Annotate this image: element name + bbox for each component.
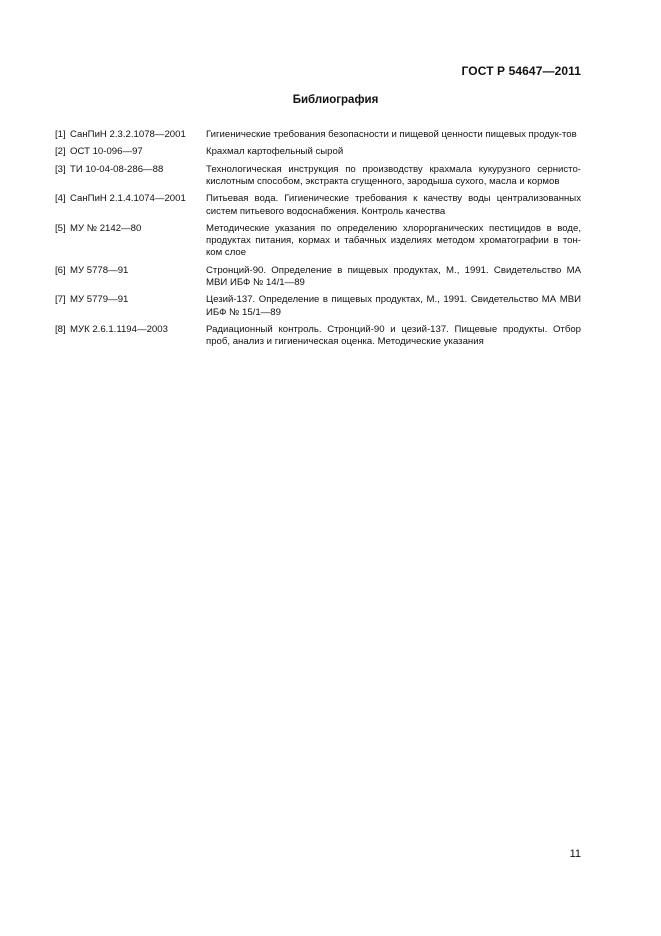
bibliography-list xyxy=(55,129,581,354)
entry-number: [6] xyxy=(55,264,66,276)
entry-number: [3] xyxy=(55,163,66,175)
entry-description: Крахмал картофельный сырой xyxy=(206,146,344,158)
entry-number: [7] xyxy=(55,294,66,306)
bibliography-entry xyxy=(55,164,581,188)
bibliography-entry xyxy=(55,129,581,141)
entry-number: [8] xyxy=(55,323,66,335)
entry-description: Цезий-137. Определение в пищевых продуктах, М., 1991. Свидетельство МА МВИ ИБФ № 15/1—89 xyxy=(206,294,581,318)
entry-code: МУ 5778—91 xyxy=(70,264,129,276)
entry-number: [2] xyxy=(55,146,66,158)
entry-number: [4] xyxy=(55,193,66,205)
page-title: Библиография xyxy=(292,94,379,106)
bibliography-entry xyxy=(55,294,581,318)
entry-code: МУ № 2142—80 xyxy=(70,222,142,234)
bibliography-entry xyxy=(55,324,581,348)
bibliography-entry xyxy=(55,193,581,217)
page-number: 11 xyxy=(569,848,581,860)
bibliography-entry xyxy=(55,223,581,260)
entry-code: МУК 2.6.1.1194—2003 xyxy=(70,323,168,335)
entry-code: СанПиН 2.1.4.1074—2001 xyxy=(70,193,186,205)
entry-description: Гигиенические требования безопасности и пищевой ценности пищевых продук-тов xyxy=(206,129,577,140)
entry-code: ТИ 10-04-08-286—88 xyxy=(70,163,164,175)
entry-description: Радиационный контроль. Стронций-90 и цезий-137. Пищевые продукты. Отбор проб, анализ и гигиеническая оценка. Методические указания xyxy=(206,323,581,348)
entry-description: Стронций-90. Определение в пищевых продуктах, М., 1991. Свидетельство МА МВИ ИБФ № 14/1—89 xyxy=(206,264,581,288)
entry-description: Питьевая вода. Гигиенические требования к качеству воды централизованных систем питьевого водоснабжения. Контроль качества xyxy=(206,193,581,217)
entry-code: ОСТ 10-096—97 xyxy=(70,146,143,158)
bibliography-entry xyxy=(55,146,581,158)
entry-code: МУ 5779—91 xyxy=(70,294,129,306)
entry-code: СанПиН 2.3.2.1078—2001 xyxy=(70,129,186,140)
entry-description: Технологическая инструкция по производству крахмала кукурузного сернисто-кислотным способом, экстракта сгущенного, зародыша сухого, масла и кормов xyxy=(206,163,581,187)
entry-number: [5] xyxy=(55,222,66,234)
entry-description: Методические указания по определению хлорорганических пестицидов в воде, продуктах питания, кормах и табачных изделиях методом хроматографии в тон-ком слое xyxy=(206,222,581,259)
bibliography-entry xyxy=(55,265,581,289)
standard-header: ГОСТ Р 54647—2011 xyxy=(461,64,581,78)
entry-number: [1] xyxy=(55,129,66,140)
